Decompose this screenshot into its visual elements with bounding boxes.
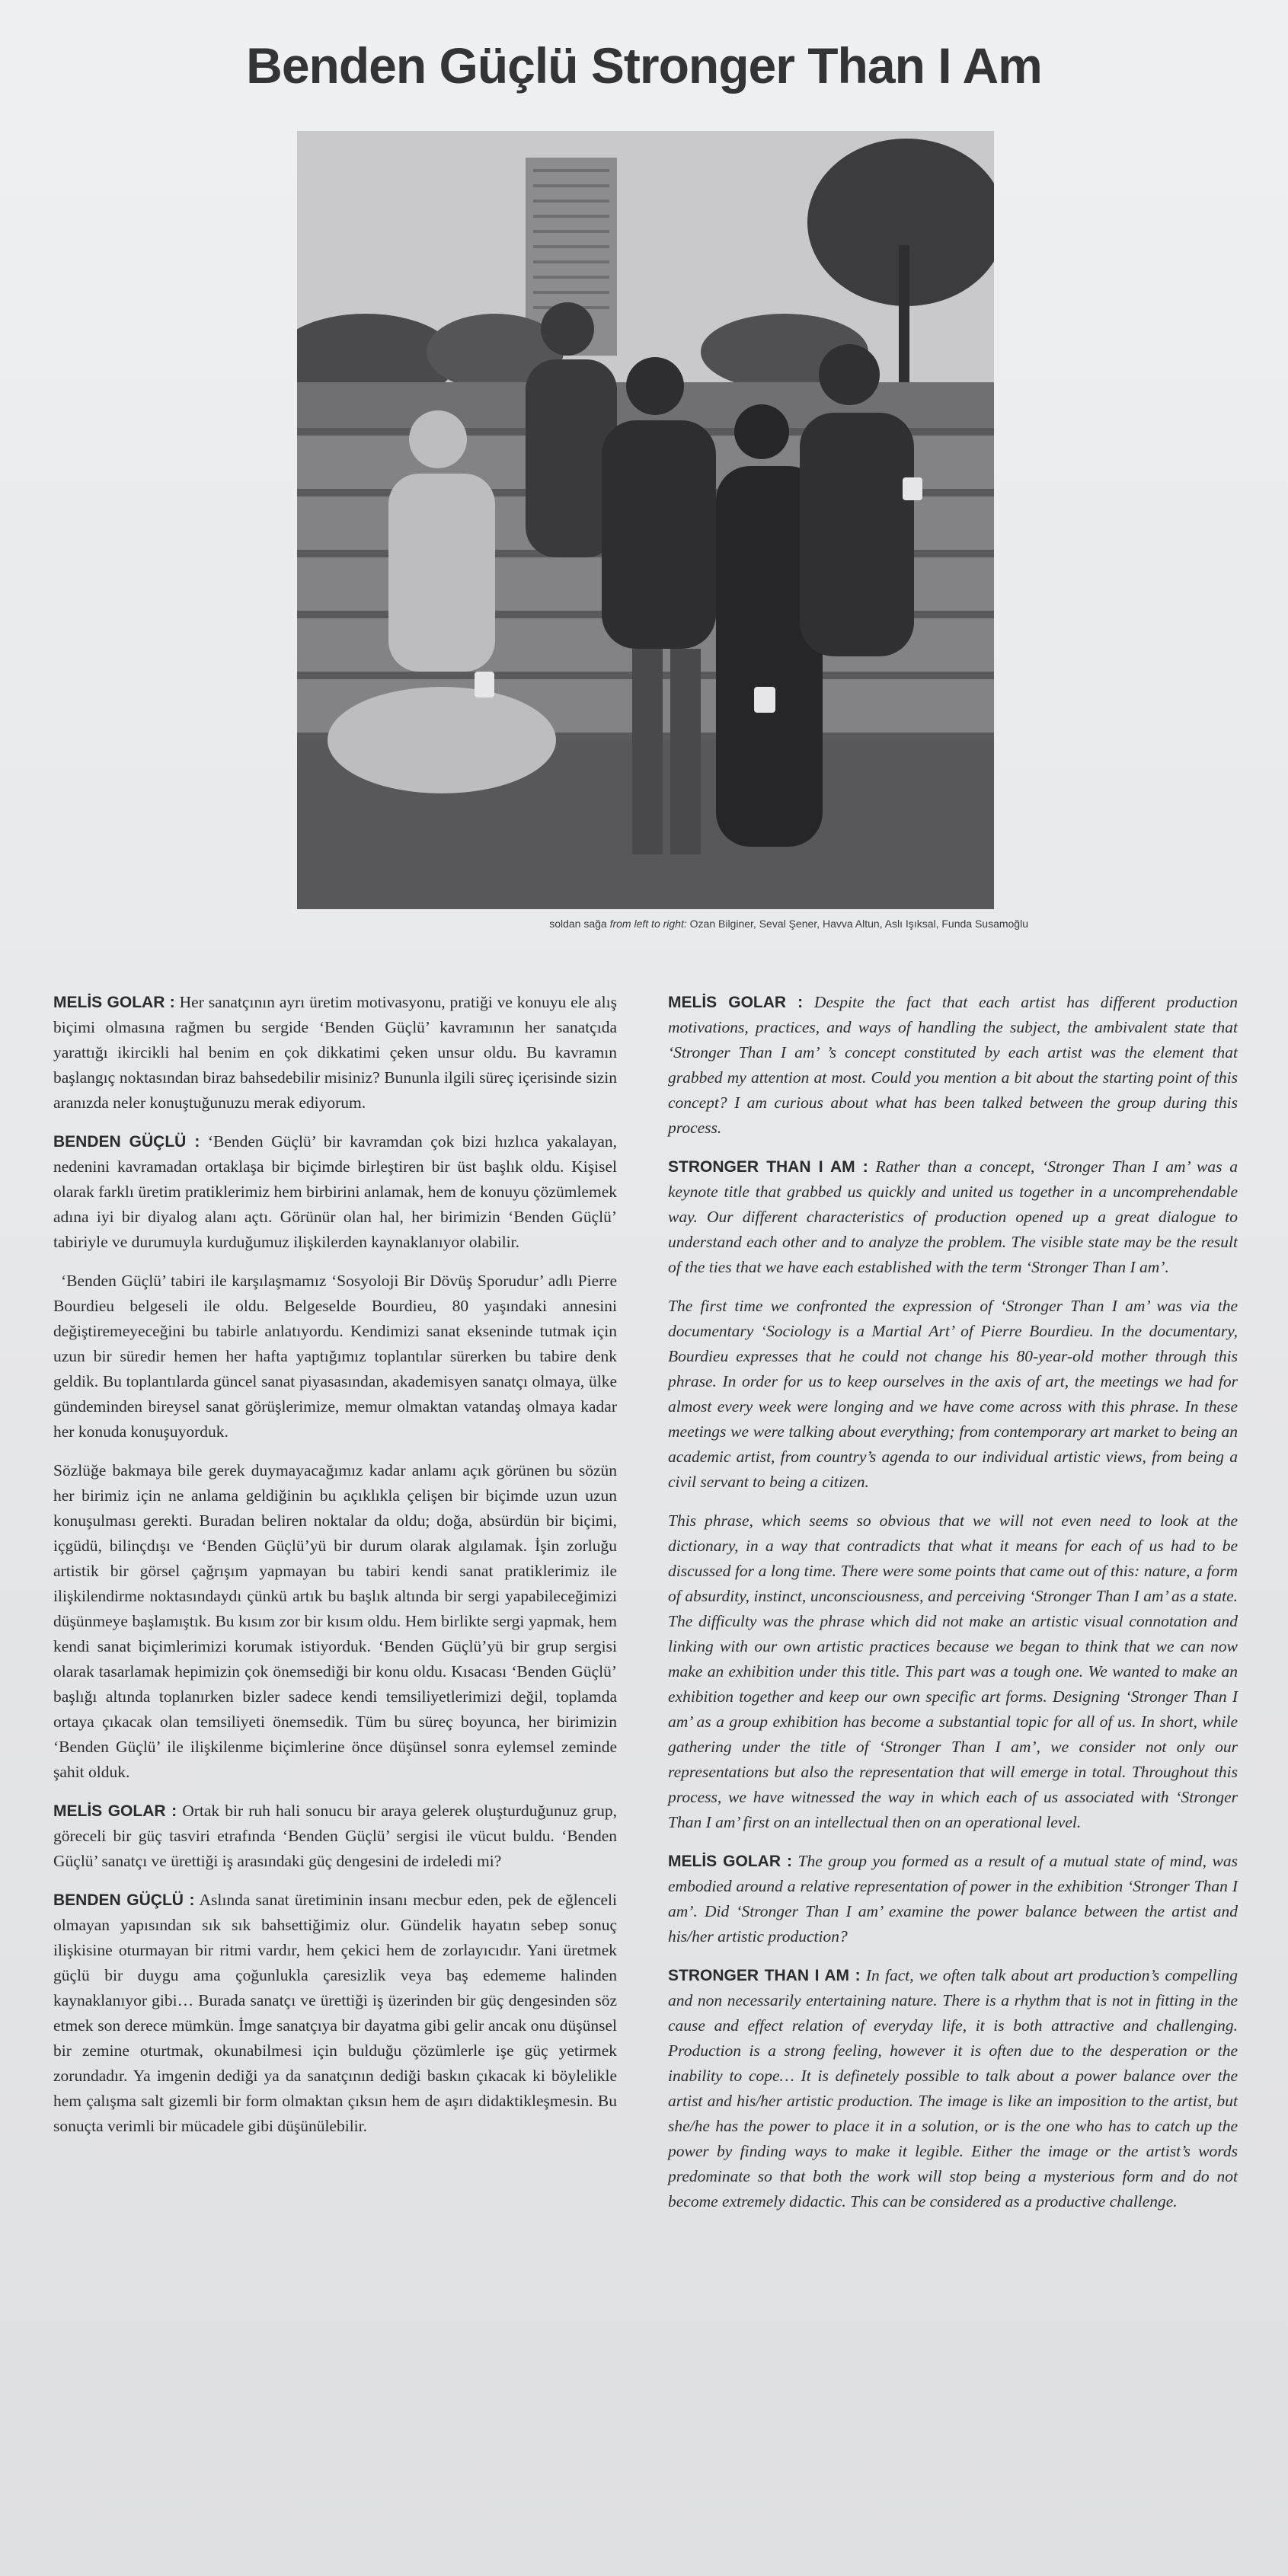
speaker-label: MELİS GOLAR : xyxy=(53,994,175,1011)
caption-names: Ozan Bilginer, Seval Şener, Havva Altun, Aslı Işıksal, Funda Susamoğlu xyxy=(689,918,1028,930)
english-column xyxy=(668,990,1238,2228)
speaker-label: BENDEN GÜÇLÜ : xyxy=(53,1133,200,1151)
paragraph xyxy=(668,1849,1238,1949)
paragraph xyxy=(53,1888,617,2139)
paragraph xyxy=(53,990,617,1116)
speaker-label: MELİS GOLAR : xyxy=(668,1853,793,1870)
paragraph xyxy=(668,990,1238,1141)
paragraph xyxy=(668,1154,1238,1280)
paragraph xyxy=(668,1294,1238,1495)
paragraph xyxy=(668,1963,1238,2214)
speaker-label: STRONGER THAN I AM : xyxy=(668,1158,868,1176)
paragraph-text: Her sanatçının ayrı üretim motivasyonu, pratiği ve konuyu ele alış biçimi olmasına rağmen bu sergide ‘Benden Güçlü’ kavramının her sanatçıda yarattığı ikircikli hal benim en çok dikkatimi çeken unsur oldu. Bu kavramın başlangıç noktasından biraz bahsedebilir misiniz? Bununla ilgili süreç içerisinde sizin aranızda neler konuştuğunuzu merak ediyorum. xyxy=(53,993,617,1112)
paragraph-text: Aslında sanat üretiminin insanı mecbur eden, pek de eğlenceli olmayan yapısından sık sık bahsettiğimiz olur. Gündelik hayatın sebep sonuç ilişkisine oturmayan bir ritmi vardır, hem çekici hem de zorlayıcıdır. Yani üretmek güçlü bir duygu ama çoğunlukla çaresizlik veya baş edememe halinden kaynaklanıyor gibi… Burada sanatçı ve ürettiği iş üzerinden bir güç dengesinden söz etmek son derece mümkün. İmge sanatçıya bir dayatma gibi gelir ancak onu düşünsel bir zemine oturtmak, okunabilmesi için bulduğu çözümlerle işe güç yetirmek zorundadır. Ya imgenin dediği ya da sanatçının dediği baskın çıkacak ki böylelikle hem çalışma salt gizemli bir form olmaktan çıksın hem de aşırı didaktikleşmesin. Bu sonuçta verimli bir mücadele gibi düşünülebilir. xyxy=(53,1891,618,2135)
paragraph xyxy=(53,1458,617,1785)
paragraph-text: ‘Benden Güçlü’ tabiri ile karşılaşmamız ‘Sosyoloji Bir Dövüş Sporudur’ adlı Pierre Bourdieu belgeseli ile oldu. Belgeselde Bourdieu, 80 yaşındaki annesini değiştiremeyeceğini bu tabirle anlatıyordu. Kendimizi sanat ekseninde tutmak için uzun bir süredir hemen her hafta yaptığımız toplantılar sürerken bu tabire denk geldik. Bu toplantılarda güncel sanat piyasasından, akademisyen sanatçı olmaya, ülke gündeminden bireysel sanat görüşlerimize, memur olmaktan vatandaş olmaya kadar her konuda konuşuyorduk. xyxy=(53,1272,617,1441)
paragraph xyxy=(53,1799,617,1874)
paragraph-text: Sözlüğe bakmaya bile gerek duymayacağımız kadar anlamı açık görünen bu sözün her birimiz için ne anlama geldiğinin bu açıklıkla çelişen bir biçimde uzun uzun konuşulması gerekti. Buradan beliren noktalar da oldu; doğa, absürdün bir biçimi, içgüdü, bilinçdışı ve ‘Benden Güçlü’yü bir durum olarak algılamak. İşin zorluğu artistik bir görsel çağrışım yapmayan bu tabiri kendi sanat pratiklerimiz ile ilişkilendirme noktasındaydı çünkü artık bu başlık altında bir sergi yapabileceğimizi düşünmeye başlamıştık. Bu kısım zor bir kısım oldu. Hem birlikte sergi yapmak, hem kendi sanat biçimlerimizi korumak istiyorduk. ‘Benden Güçlü’yü bir grup sergisi olarak tasarlamak hepimizin çok önemsediği bir konu oldu. Kısacası ‘Benden Güçlü’ başlığı altında toplanırken bizler sadece kendi temsiliyetlerimizi değil, toplamda ortaya çıkacak olan temsiliyeti önemsedik. Tüm bu süreç boyunca, her birimizin ‘Benden Güçlü’ ile ilişkilenme biçimlerine önce düşünsel sonra eylemsel zeminde şahit olduk. xyxy=(53,1461,617,1781)
turkish-column xyxy=(53,990,617,2153)
paragraph-text: Despite the fact that each artist has different production motivations, practices, and ways of handling the subject, the ambivalent state that ‘Stronger Than I am’ ’s concept constituted by each artist was the element that grabbed my attention at most. Could you mention a bit about the starting point of this concept? I am curious about what has been talked between the group during this process. xyxy=(668,993,1238,1137)
paragraph-text: This phrase, which seems so obvious that we will not even need to look at the dictionary, in a way that contradicts that what it means for each of us had to be discussed for a long time. There were some points that came out of this: nature, a form of absurdity, instinct, unconsciousness, and perceiving ‘Stronger Than I am’ as a state. The difficulty was the phrase which did not make an artistic visual connotation and linking with our own artistic practices because we began to think that we can now make an exhibition under this title. This part was a tough one. We wanted to make an exhibition together and keep our own specific art forms. Designing ‘Stronger Than I am’ as a group exhibition has become a substantial topic for all of us. In short, while gathering under the title of ‘Stronger Than I am’, we consider not only our representations but also the representation that will emerge in total. Throughout this process, we have witnessed the way in which each of us associated with ‘Stronger Than I am’ first on an intellectual then on an operational level. xyxy=(668,1511,1238,1831)
paragraph-text: Rather than a concept, ‘Stronger Than I am’ was a keynote title that grabbed us quickly and united us together in a uncomprehendable way. Our different characteristics of production opened up a great dialogue to understand each other and to analyze the problem. The visible state may be the result of the ties that we have each established with the term ‘Stronger Than I am’. xyxy=(668,1157,1238,1276)
speaker-label: STRONGER THAN I AM : xyxy=(668,1967,861,1984)
paragraph xyxy=(53,1269,617,1444)
page-title: Benden Güçlü Stronger Than I Am xyxy=(246,37,1042,94)
speaker-label: BENDEN GÜÇLÜ : xyxy=(53,1891,195,1909)
paragraph-text: ‘Benden Güçlü’ bir kavramdan çok bizi hızlıca yakalayan, nedenini kavramadan ortaklaşa bir biçimde birleştiren bir üst başlık oldu. Kişisel olarak farklı üretim pratiklerimiz hem birbirini anlamak, hem de konuyu çözümlemek adına iyi bir diyalog alanı açtı. Görünür olan hal, her birimizin ‘Benden Güçlü’ tabiriyle ve durumuyla kurduğumuz ilişkilerden kaynaklanıyor olabilir. xyxy=(53,1132,617,1251)
photo-caption xyxy=(495,918,1028,930)
paragraph xyxy=(668,1508,1238,1835)
caption-tr: soldan sağa xyxy=(549,918,607,930)
paragraph-text: In fact, we often talk about art production’s compelling and non necessarily entertaining nature. There is a rhythm that is not in fitting in the cause and effect relation of everyday life, it is both attractive and challenging. Production is a strong feeling, however it is often due to the desperation or the inability to cope… It is definetely possible to talk about a power balance over the artist and his/her artistic production. The image is like an imposition to the artist, but she/he has the power to place it in a solution, or is the one who has to catch up the power by finding ways to make it legible. Either the image or the artist’s words predominate so that both the work will stop being a mysterious form and do not become extremely didactic. This can be considered as a productive challenge. xyxy=(668,1966,1238,2211)
speaker-label: MELİS GOLAR : xyxy=(668,994,804,1011)
group-photo xyxy=(297,131,994,909)
caption-en: from left to right: xyxy=(609,918,687,930)
paragraph-text: The group you formed as a result of a mutual state of mind, was embodied around a relative representation of power in the exhibition ‘Stronger Than I am’. Did ‘Stronger Than I am’ examine the power balance between the artist and his/her artistic production? xyxy=(668,1852,1238,1946)
paragraph-text: The first time we confronted the expression of ‘Stronger Than I am’ was via the documentary ‘Sociology is a Martial Art’ of Pierre Bourdieu. In the documentary, Bourdieu expresses that he could not change his 80-year-old mother through this phrase. In order for us to keep ourselves in the axis of art, the meetings we had for almost every week were longing and we have come across with this phrase. In these meetings we were talking about everything; from contemporary art market to being an academic artist, from country’s agenda to our individual artistic views, from being a civil servant to being a citizen. xyxy=(668,1297,1238,1491)
speaker-label: MELİS GOLAR : xyxy=(53,1802,177,1820)
paragraph xyxy=(53,1129,617,1255)
paragraph-text: Ortak bir ruh hali sonucu bir araya gelerek oluşturduğunuz grup, göreceli bir güç tasviri etrafında ‘Benden Güçlü’ sergisi ile vücut buldu. ‘Benden Güçlü’ sanatçı ve ürettiği iş arasındaki güç dengesini de irdeledi mi? xyxy=(53,1802,617,1870)
